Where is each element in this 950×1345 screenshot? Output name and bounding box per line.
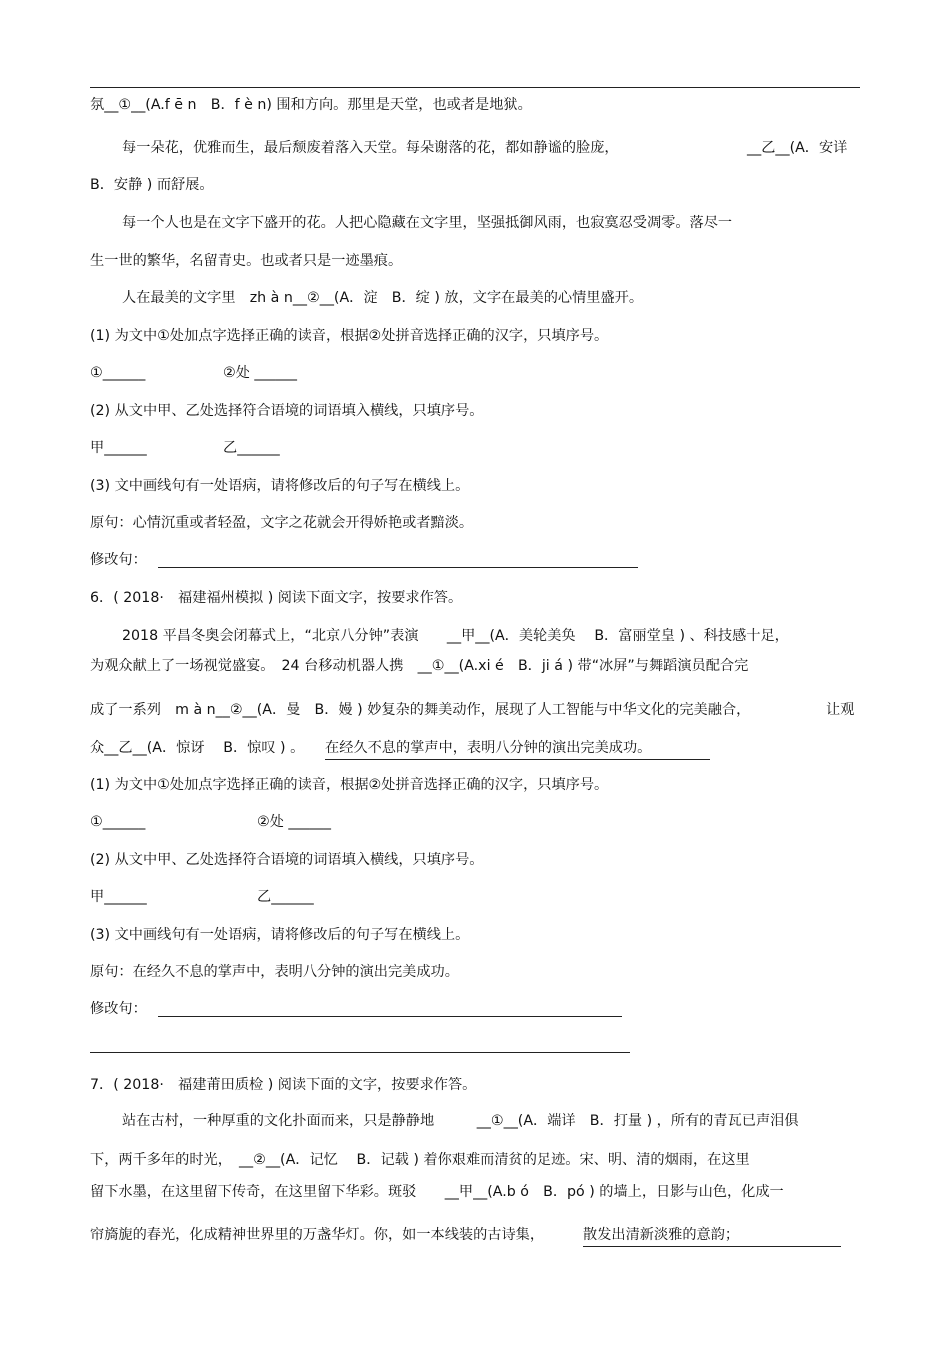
underlined-sentence: 在经久不息的掌声中，表明八分钟的演出完美成功。 xyxy=(325,738,710,760)
answer-blank: ②处 ______ xyxy=(257,814,331,830)
original-sentence: 原句：在经久不息的掌声中，表明八分钟的演出完美成功。 xyxy=(90,964,459,980)
question-line: (2) 从文中甲、乙处选择符合语境的词语填入横线，只填序号。 xyxy=(90,403,484,419)
text-line: 为观众献上了一场视觉盛宴。 24 台移动机器人携 __①__(A.xi é B．ji á ) 带“冰屏”与舞蹈演员配合完 xyxy=(90,658,749,674)
question-heading: 7．( 2018· 福建莆田质检 ) 阅读下面的文字，按要求作答。 xyxy=(90,1077,477,1093)
text-line: 2018 平昌冬奥会闭幕式上，“北京八分钟”表演 __甲__(A．美轮美奂 B．富丽堂皇 ) 、科技感十足， xyxy=(122,628,789,644)
header-rule xyxy=(90,87,860,88)
question-line: (1) 为文中①处加点字选择正确的读音，根据②处拼音选择正确的汉字，只填序号。 xyxy=(90,777,609,793)
answer-blank: 甲______ xyxy=(90,440,147,456)
text-line: B．安静 ) 而舒展。 xyxy=(90,177,214,193)
question-line: (1) 为文中①处加点字选择正确的读音，根据②处拼音选择正确的汉字，只填序号。 xyxy=(90,328,609,344)
text-line: 下，两千多年的时光， __②__(A．记忆 B．记载 ) 着你艰难而清贫的足迹。宋、明、清的烟雨，在这里 xyxy=(90,1152,750,1168)
text-line: 生一世的繁华，名留青史。也或者只是一迹墨痕。 xyxy=(90,253,403,269)
text-line: 每一朵花，优雅而生，最后颓废着落入天堂。每朵谢落的花，都如静谧的脸庞， xyxy=(122,140,619,156)
text-line: 帘旖旎的春光，化成精神世界里的万盏华灯。你，如一本线装的古诗集， xyxy=(90,1227,545,1243)
answer-blank: 乙______ xyxy=(257,889,314,905)
revised-sentence-label: 修改句： xyxy=(90,1001,147,1017)
answer-blank: ②处 ______ xyxy=(223,365,297,381)
text-line: 留下水墨，在这里留下传奇，在这里留下华彩。斑驳 __甲__(A.b ó B．pó ) 的墙上，日影与山色，化成一 xyxy=(90,1184,784,1200)
question-line: (2) 从文中甲、乙处选择符合语境的词语填入横线，只填序号。 xyxy=(90,852,484,868)
answer-line xyxy=(90,1052,630,1053)
text-line: 让观 xyxy=(826,702,855,718)
question-line: (3) 文中画线句有一处语病，请将修改后的句子写在横线上。 xyxy=(90,478,470,494)
underlined-sentence: 散发出清新淡雅的意韵； xyxy=(583,1225,841,1247)
text-line: 人在最美的文字里 zh à n__②__(A．淀 B．绽 ) 放，文字在最美的心情里盛开。 xyxy=(122,290,644,306)
answer-line xyxy=(158,1016,622,1017)
text-line: 站在古村，一种厚重的文化扑面而来，只是静静地 __①__(A．端详 B．打量 ) ，所有的青瓦已声泪俱 xyxy=(122,1113,799,1129)
original-sentence: 原句：心情沉重或者轻盈，文字之花就会开得娇艳或者黯淡。 xyxy=(90,515,474,531)
revised-sentence-label: 修改句： xyxy=(90,552,147,568)
text-line: 每一个人也是在文字下盛开的花。人把心隐藏在文字里，坚强抵御风雨，也寂寞忍受凋零。落尽一 xyxy=(122,215,733,231)
question-heading: 6．( 2018· 福建福州模拟 ) 阅读下面文字，按要求作答。 xyxy=(90,590,463,606)
text-line: 氛__①__(A.f ē n B．f è n) 围和方向。那里是天堂，也或者是地狱。 xyxy=(90,97,532,113)
answer-blank: ①______ xyxy=(90,365,146,381)
question-line: (3) 文中画线句有一处语病，请将修改后的句子写在横线上。 xyxy=(90,927,470,943)
text-line: 成了一系列 m à n__②__(A．曼 B．嫚 ) 妙复杂的舞美动作，展现了人工智能与中华文化的完美融合， xyxy=(90,702,751,718)
answer-blank: 甲______ xyxy=(90,889,147,905)
text-line: __乙__(A．安详 xyxy=(747,140,848,156)
text-line: 众__乙__(A．惊讶 B．惊叹 ) 。 xyxy=(90,740,305,756)
answer-blank: ①______ xyxy=(90,814,146,830)
answer-line xyxy=(158,567,638,568)
answer-blank: 乙______ xyxy=(223,440,280,456)
